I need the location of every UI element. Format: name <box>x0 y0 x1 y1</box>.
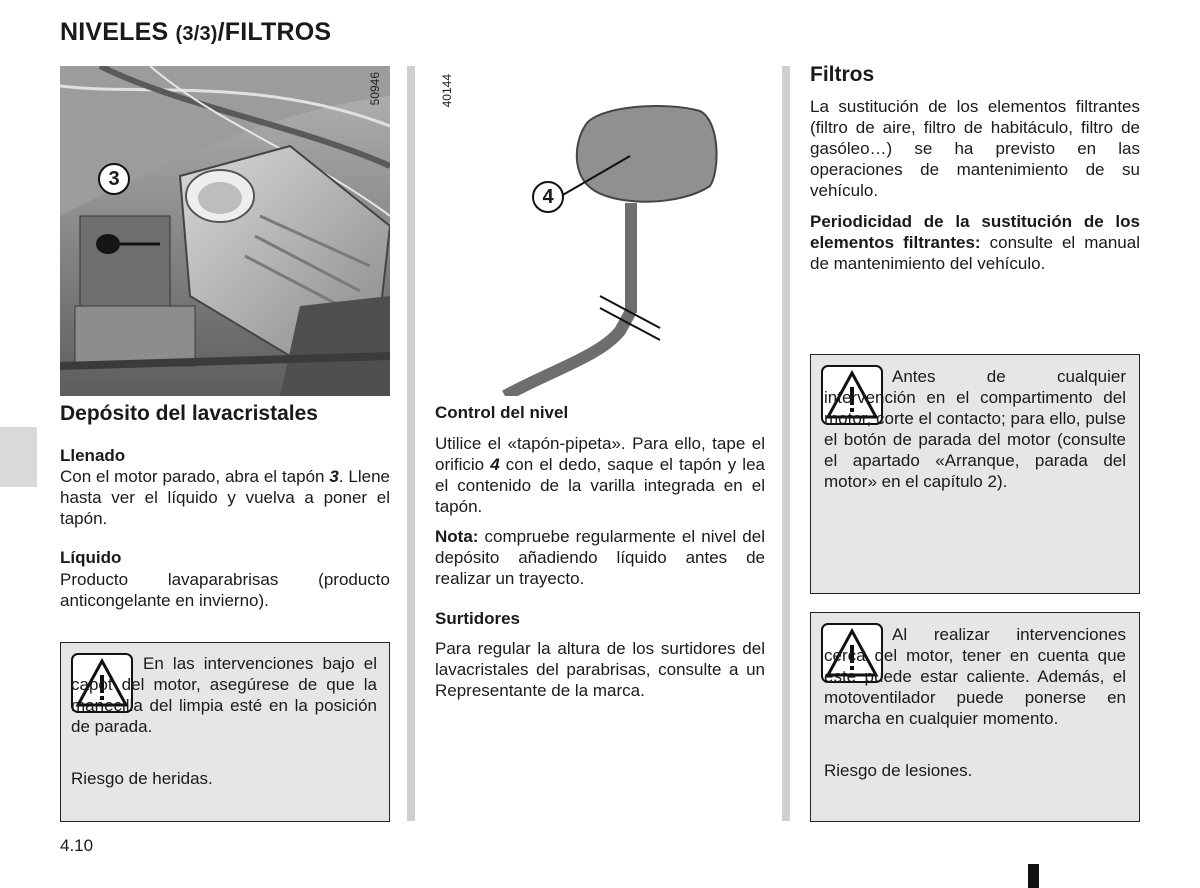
engine-compartment-photo <box>60 66 390 396</box>
figure-code-photo: 50946 <box>368 72 382 106</box>
warning-risk-hot-engine: Riesgo de lesiones. <box>824 761 973 780</box>
engine-illustration <box>60 66 390 396</box>
level-check-title: Control del nivel <box>435 403 569 422</box>
filters-intro: La sustitución de los elementos filtrantes (filtro de aire, filtro de habitáculo, filtro de gasóleo…) se ha previsto en las operaciones de mantenimiento de su vehículo. <box>810 97 1140 200</box>
fluid-title: Líquido <box>60 548 122 567</box>
chapter-tab <box>0 427 37 487</box>
figure-code-diagram: 40144 <box>440 74 454 108</box>
filling-title: Llenado <box>60 446 126 465</box>
callout-4: 4 <box>532 181 564 213</box>
warning-text-hot-engine: Al realizar intervenciones cerca del motor, tener en cuenta que este puede estar caliente. Además, el motoventilador puede ponerse en marcha en cualquier momento. <box>824 625 1126 728</box>
warning-risk-wiper: Riesgo de heridas. <box>71 769 213 788</box>
note-text: Nota: compruebe regularmente el nivel del depósito añadiendo líquido antes de realizar un trayecto. <box>435 527 765 588</box>
page-title: NIVELES (3/3)/FILTROS <box>60 18 332 46</box>
warning-box-wiper <box>60 642 390 822</box>
warning-text-ignition: Antes de cualquier intervención en el compartimento del motor, corte el contacto; para ello, pulse el botón de parada del motor (consulte el apartado «Arranque, parada del motor» en el capítulo 2). <box>824 367 1126 491</box>
warning-box-hot-engine <box>810 612 1140 822</box>
filling-text: Con el motor parado, abra el tapón 3. Llene hasta ver el líquido y vuelva a poner el tapón. <box>60 467 391 528</box>
washer-reservoir-heading: Depósito del lavacristales <box>60 402 318 425</box>
filters-period: Periodicidad de la sustitución de los elementos filtrantes: consulte el manual de mantenimiento del vehículo. <box>810 212 1140 273</box>
callout-3: 3 <box>98 163 130 195</box>
warning-text-wiper: En las intervenciones bajo el capot del motor, asegúrese de que la manecilla del limpia esté en la posición de parada. <box>71 654 377 736</box>
page-number: 4.10 <box>60 836 94 855</box>
column-divider-right <box>782 66 790 821</box>
filters-heading: Filtros <box>810 63 875 86</box>
page-marker <box>1028 864 1039 888</box>
jets-text: Para regular la altura de los surtidores del lavacristales del parabrisas, consulte a un Representante de la marca. <box>435 639 765 700</box>
fluid-text: Producto lavaparabrisas (producto anticongelante en invierno). <box>60 570 390 610</box>
dipstick-cap-diagram <box>420 66 775 396</box>
jets-title: Surtidores <box>435 609 521 628</box>
column-divider-left <box>407 66 415 821</box>
warning-box-ignition <box>810 354 1140 594</box>
level-check-text: Utilice el «tapón-pipeta». Para ello, tape el orificio 4 con el dedo, saque el tapón y lea el contenido de la varilla integrada en el tapón. <box>435 434 765 516</box>
